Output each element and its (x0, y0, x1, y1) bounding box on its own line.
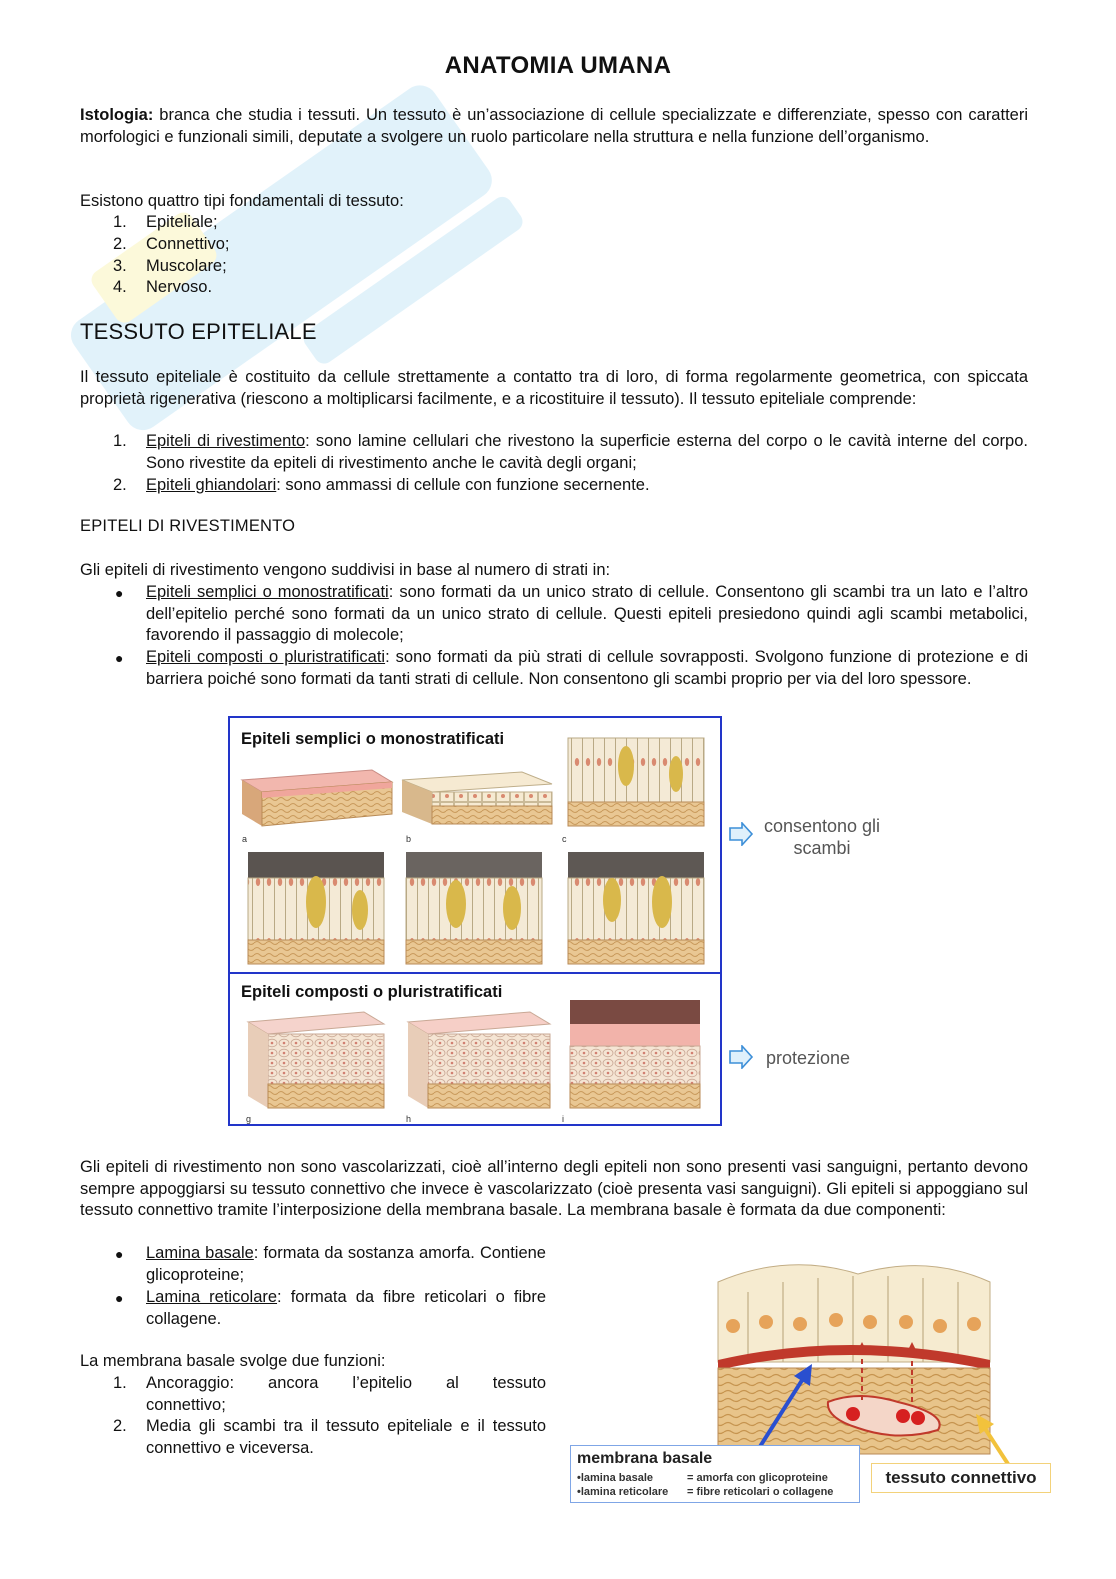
legend-row-right: = fibre reticolari o collagene (687, 1486, 834, 1498)
coating-item (146, 647, 1028, 690)
membrane-item (146, 1287, 546, 1330)
epithelial-item (146, 475, 1028, 497)
legend-title: membrana basale (577, 1450, 713, 1467)
coating-item-text: : sono formati da un unico strato di cellule. Consentono gli scambi tra un lato e l’altro dell’epitelio perché sono formati da un unico strato di cellule. Questi epiteli presiedono quindi agli scambi metabolici, favorendo il passaggio di molecole; (146, 583, 1029, 644)
types-marker: 2. (113, 235, 127, 253)
legend-row-left: •lamina reticolare (577, 1486, 669, 1498)
figure-label-compound: Epiteli composti o pluristratificati (241, 983, 503, 1001)
panel-letter: a (242, 834, 248, 844)
note-exchanges: consentono gli scambi (763, 816, 881, 858)
coating-lead: Gli epiteli di rivestimento vengono suddivisi in base al numero di strati in: (80, 561, 611, 579)
epithelial-paragraph: Il tessuto epiteliale è costituito da cellule strettamente a contatto tra di loro, di forma regolarmente geometrica, con spiccata proprietà rigenerativa (riescono a moltiplicarsi facilmente, e a ricostituire il tessuto). Il tessuto epiteliale comprende: (80, 368, 1028, 408)
panel-d-ciliated (248, 852, 384, 964)
intro-text: branca che studia i tessuti. Un tessuto è un’associazione di cellule specializzate e differenziate, spesso con caratteri morfologici e funzionali simili, deputate a svolgere un ruolo particolare nella struttura e nella funzione dell’organismo. (80, 106, 1028, 146)
coating-item-text: : sono formati da più strati di cellule sovrapposti. Svolgono funzione di protezione e di barriera poiché sono formati da tanti strati di cellule. Non consentono gli scambi proprio per via del loro spessore. (146, 648, 1028, 688)
epithelial-marker: 2. (113, 476, 127, 494)
type-item: Epiteliale; (146, 213, 218, 231)
panel-g-stratified (248, 1012, 384, 1108)
epithelial-item-text: : sono lamine cellulari che rivestono la superficie esterna del corpo o le cavità interne del corpo. Sono rivestite da epiteli di rivestimento anche le cavità degli organi; (146, 432, 1028, 472)
tissue-illustrations (230, 718, 720, 1124)
coating-item-term: Epiteli composti o pluristratificati (146, 648, 386, 666)
membrane-item-term: Lamina reticolare (146, 1288, 278, 1306)
function-marker: 1. (113, 1374, 127, 1392)
panel-b-cuboidal (402, 772, 552, 824)
function-item: Media gli scambi tra il tessuto epiteliale e il tessuto connettivo e viceversa. (146, 1417, 546, 1457)
membrane-item-text: : formata da sostanza amorfa. Contiene glicoproteine; (146, 1244, 546, 1284)
type-item: Nervoso. (146, 278, 213, 296)
arrow-connective-icon (968, 1410, 1018, 1470)
panel-f-ciliated (568, 852, 704, 964)
epithelium-figure (228, 716, 722, 1126)
panel-letter: b (406, 834, 412, 844)
subheading: EPITELI DI RIVESTIMENTO (80, 517, 296, 535)
bullet-marker: ● (115, 650, 124, 666)
types-marker: 4. (113, 278, 127, 296)
bullet-marker: ● (115, 1246, 124, 1262)
membrane-item-text: : formata da fibre reticolari o fibre collagene. (146, 1288, 547, 1328)
page-title: ANATOMIA UMANA (444, 52, 672, 79)
coating-item (146, 582, 1028, 647)
panel-c-columnar (568, 738, 704, 826)
legend-row-right: = amorfa con glicoproteine (687, 1472, 828, 1484)
bullet-marker: ● (115, 585, 124, 601)
section-heading: TESSUTO EPITELIALE (80, 319, 317, 344)
panel-letter: g (246, 1114, 252, 1124)
legend-row-left: •lamina basale (577, 1472, 654, 1484)
bullet-marker: ● (115, 1290, 124, 1306)
epithelial-item-term: Epiteli ghiandolari (146, 476, 277, 494)
arrow-right-icon (728, 1045, 754, 1069)
membrane-item (146, 1243, 546, 1286)
epithelial-item-term: Epiteli di rivestimento (146, 432, 306, 450)
function-item: Ancoraggio: ancora l’epitelio al tessuto connettivo; (146, 1374, 546, 1414)
epithelial-item-text: : sono ammassi di cellule con funzione secernente. (276, 476, 650, 494)
function-marker: 2. (113, 1417, 127, 1435)
intro-paragraph (80, 105, 1028, 148)
membrane-paragraph: Gli epiteli di rivestimento non sono vascolarizzati, cioè all’interno degli epiteli non sono presenti vasi sanguigni, pertanto devono sempre appoggiarsi su tessuto connettivo che invece è vascolarizzato (cioè presenta vasi sanguigni). Gli epiteli si appoggiano sul tessuto connettivo tramite l’interposizione della membrana basale. La membrana basale è formata da due componenti: (80, 1158, 1028, 1219)
epithelial-item (146, 431, 1028, 474)
functions-lead: La membrana basale svolge due funzioni: (80, 1352, 386, 1370)
note-protection: protezione (766, 1048, 851, 1068)
type-item: Muscolare; (146, 257, 227, 275)
types-marker: 3. (113, 257, 127, 275)
membrane-legend-box (570, 1445, 860, 1503)
panel-letter: h (406, 1114, 412, 1124)
panel-letter: c (562, 834, 567, 844)
figure-label-simple: Epiteli semplici o monostratificati (241, 730, 505, 748)
types-lead: Esistono quattro tipi fondamentali di tessuto: (80, 192, 404, 210)
panel-h-stratified (408, 1012, 550, 1108)
coating-item-term: Epiteli semplici o monostratificati (146, 583, 389, 601)
types-marker: 1. (113, 213, 127, 231)
intro-term: Istologia: (80, 106, 154, 124)
panel-e-ciliated (406, 852, 542, 964)
epithelial-marker: 1. (113, 432, 127, 450)
panel-letter: i (562, 1114, 564, 1124)
connective-label: tessuto connettivo (871, 1463, 1051, 1493)
type-item: Connettivo; (146, 235, 230, 253)
membrane-item-term: Lamina basale (146, 1244, 254, 1262)
panel-a-squamous (242, 770, 392, 826)
panel-i-stratified-ciliated (570, 1000, 700, 1108)
